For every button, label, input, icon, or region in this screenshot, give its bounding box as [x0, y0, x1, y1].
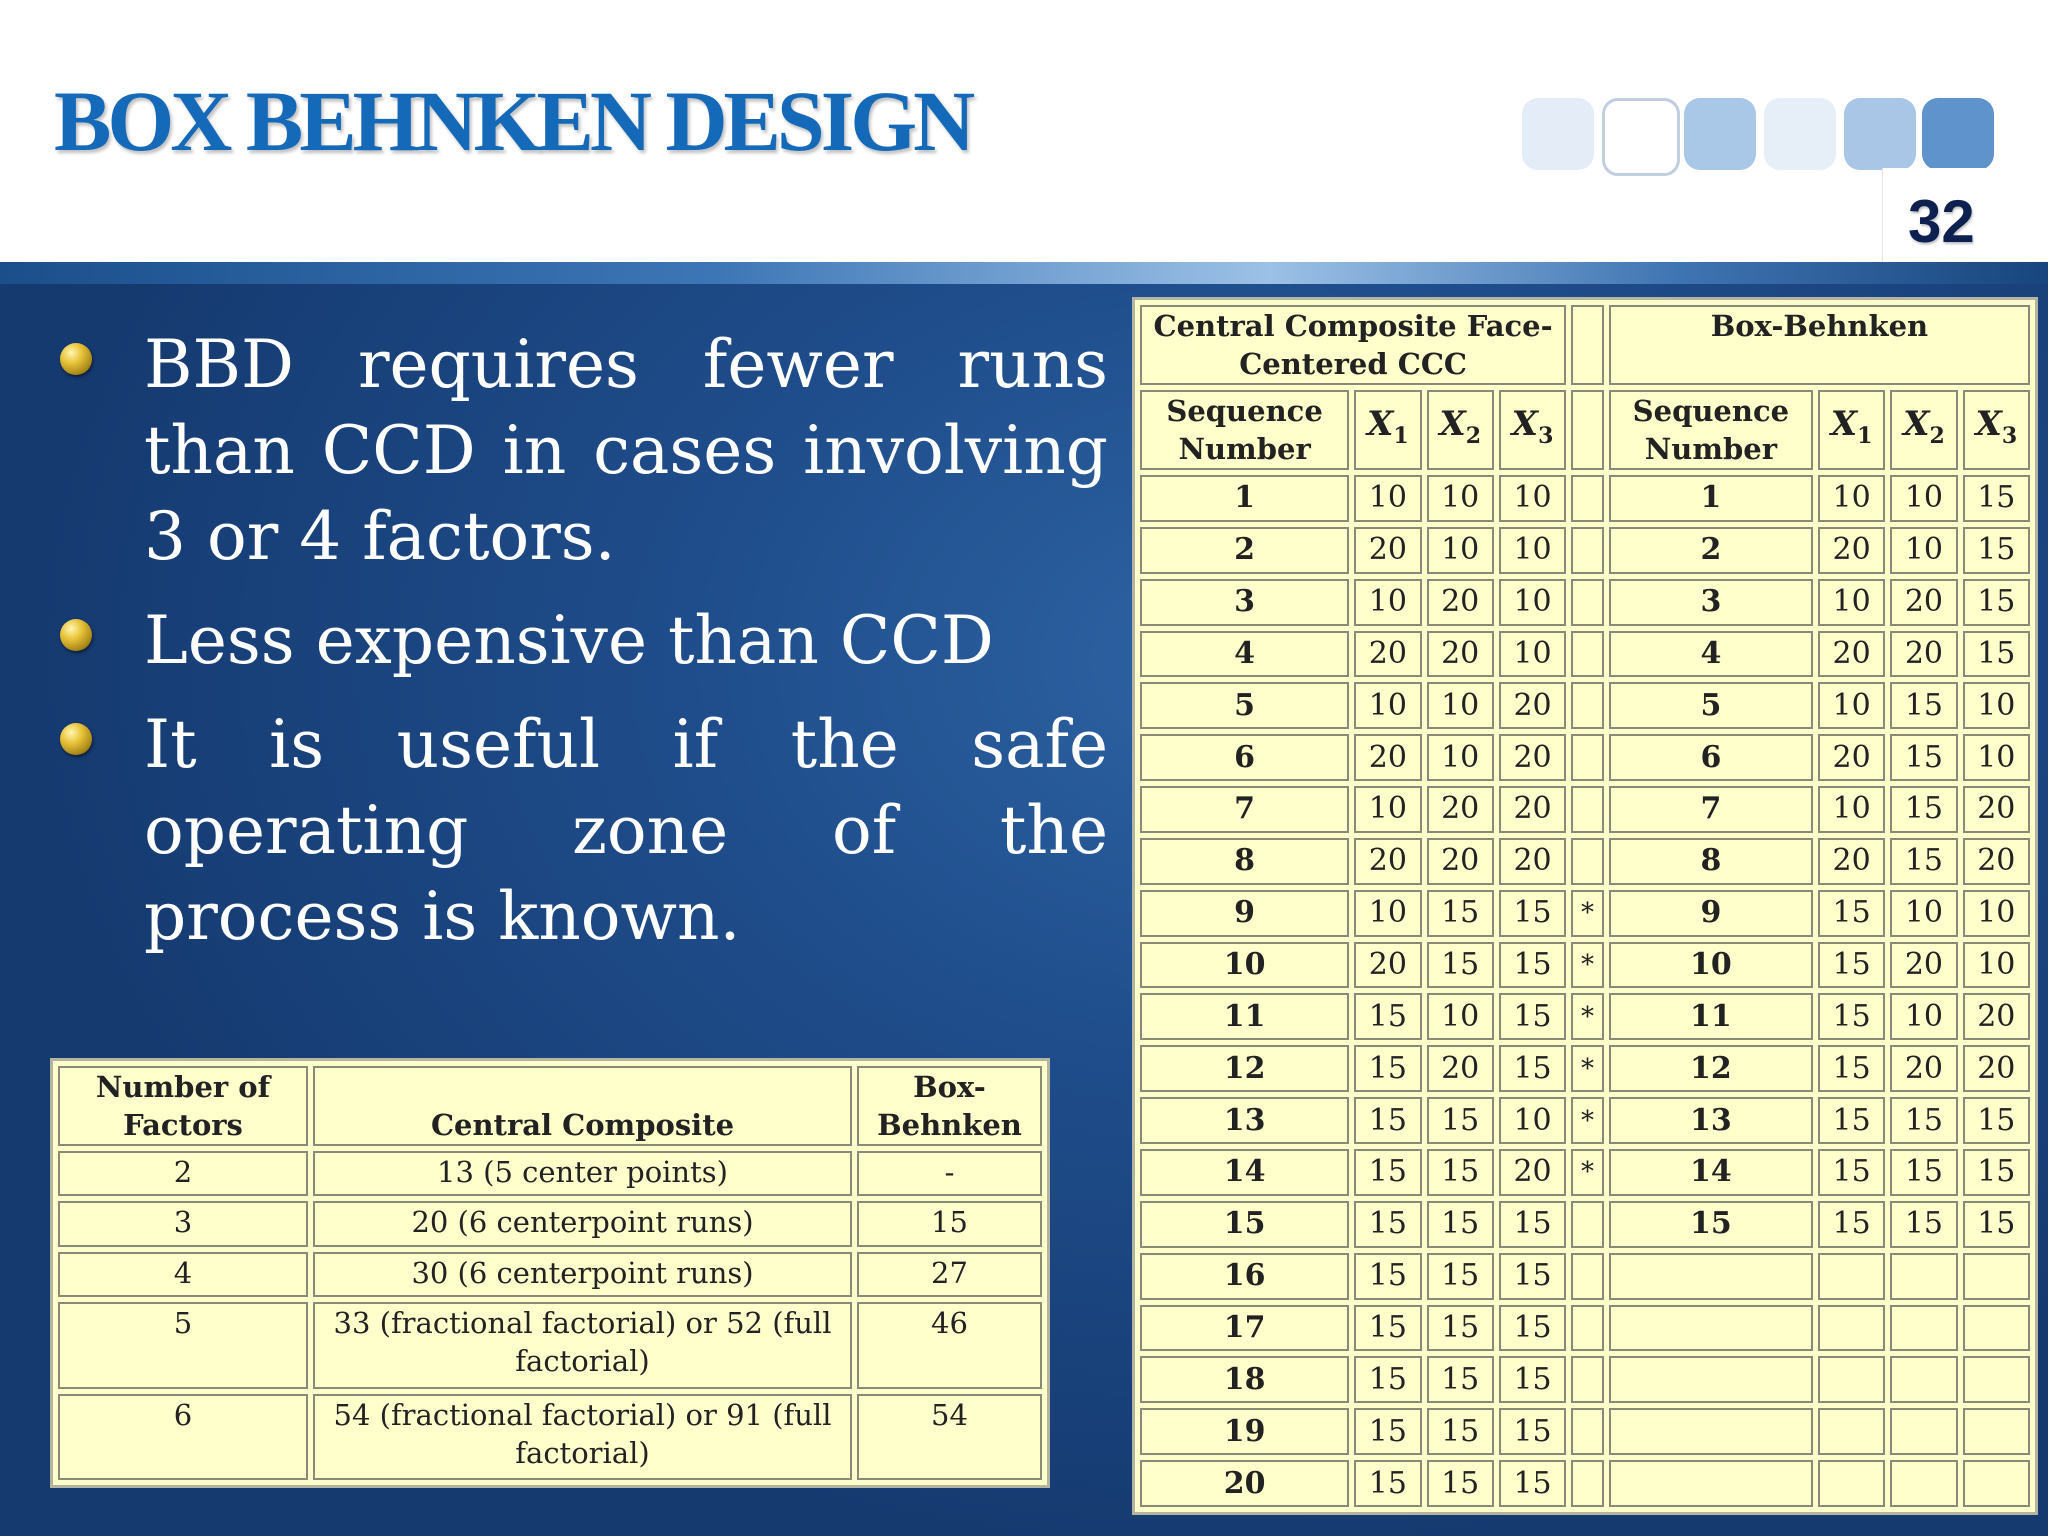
- table-cell: 10: [1609, 942, 1813, 989]
- decor-square: [1602, 98, 1680, 176]
- table-cell: 54 (fractional factorial) or 91 (full factorial): [313, 1394, 852, 1480]
- table-header-row: [58, 1066, 1042, 1146]
- table-cell: 6: [1609, 734, 1813, 781]
- table-cell: 15: [1427, 1460, 1494, 1507]
- table-cell: 11: [1609, 993, 1813, 1040]
- table-cell: [1571, 1253, 1604, 1300]
- spacer-cell: [1571, 305, 1604, 385]
- table-cell: [1818, 1460, 1885, 1507]
- table-cell: 20: [1499, 838, 1566, 885]
- table-cell: 14: [1140, 1149, 1349, 1196]
- table-cell: [1571, 527, 1604, 574]
- bullet-item: It is useful if the safe operating zone of the process is known.: [58, 702, 1108, 960]
- table-cell: 10: [1818, 786, 1885, 833]
- header-cell-factors: Number of Factors: [58, 1066, 308, 1146]
- decor-square: [1844, 98, 1916, 170]
- table-cell: 10: [1963, 890, 2030, 937]
- table-cell: 15: [1427, 1356, 1494, 1403]
- table-cell: 20: [1818, 527, 1885, 574]
- table-cell: 15: [857, 1201, 1042, 1246]
- table-cell: 10: [1963, 734, 2030, 781]
- table-cell: 5: [58, 1302, 308, 1388]
- table-cell: 4: [1609, 631, 1813, 678]
- table-cell: 46: [857, 1302, 1042, 1388]
- table-cell: 18: [1140, 1356, 1349, 1403]
- table-cell: 20: [1354, 838, 1421, 885]
- table-cell: 20: [1427, 579, 1494, 626]
- table-cell: 15: [1499, 1305, 1566, 1352]
- table-cell: 15: [1890, 1149, 1957, 1196]
- bullet-dot-icon: [60, 343, 92, 375]
- table-cell: 10: [1140, 942, 1349, 989]
- table-cell: 15: [1427, 1408, 1494, 1455]
- table-cell: [1818, 1356, 1885, 1403]
- ccc-x1-header: $X_1$: [1354, 390, 1421, 470]
- table-cell: 16: [1140, 1253, 1349, 1300]
- bullet-dot-icon: [60, 723, 92, 755]
- table-cell: [1890, 1356, 1957, 1403]
- slide-header: [0, 0, 2048, 268]
- table-cell: [1890, 1253, 1957, 1300]
- table-cell: 15: [1427, 890, 1494, 937]
- table-cell: 30 (6 centerpoint runs): [313, 1252, 852, 1297]
- table-cell: 10: [1427, 475, 1494, 522]
- table-cell: 10: [1354, 475, 1421, 522]
- table-cell: 20: [1354, 527, 1421, 574]
- table-cell: 7: [1140, 786, 1349, 833]
- table-cell: 20: [1427, 786, 1494, 833]
- table-cell: 20: [1354, 631, 1421, 678]
- table-cell: 12: [1609, 1045, 1813, 1092]
- table-cell: 15: [1818, 1149, 1885, 1196]
- table-cell: 20: [1499, 1149, 1566, 1196]
- table-cell: 3: [1609, 579, 1813, 626]
- page-number: 32: [1908, 188, 1975, 255]
- table-row: [1140, 1253, 2030, 1300]
- table-cell: *: [1571, 1097, 1604, 1144]
- table-cell: 9: [1140, 890, 1349, 937]
- header-cell-central-composite: Central Composite: [313, 1066, 852, 1146]
- table-cell: 5: [1609, 682, 1813, 729]
- table-cell: 27: [857, 1252, 1042, 1297]
- table-cell: [1571, 579, 1604, 626]
- table-row: [1140, 1201, 2030, 1248]
- ccc-x2-header: $X_2$: [1427, 390, 1494, 470]
- design-matrix-table: [1132, 297, 2038, 1515]
- table-cell: 6: [1140, 734, 1349, 781]
- table-cell: 15: [1427, 942, 1494, 989]
- bullet-item: BBD requires fewer runs than CCD in cases involving 3 or 4 factors.: [58, 322, 1108, 580]
- table-cell: [1963, 1305, 2030, 1352]
- table-cell: 15: [1890, 786, 1957, 833]
- table-cell: 33 (fractional factorial) or 52 (full factorial): [313, 1302, 852, 1388]
- table-cell: [1609, 1305, 1813, 1352]
- table-cell: 10: [1890, 993, 1957, 1040]
- table-cell: [1571, 1460, 1604, 1507]
- bb-x1-header: $X_1$: [1818, 390, 1885, 470]
- table-cell: 15: [1354, 1356, 1421, 1403]
- table-cell: 15: [1963, 1097, 2030, 1144]
- slide-title: BOX BEHNKEN DESIGN: [54, 73, 972, 169]
- table-cell: 13 (5 center points): [313, 1151, 852, 1196]
- table-cell: 10: [1818, 475, 1885, 522]
- table-cell: 10: [1963, 942, 2030, 989]
- table-cell: -: [857, 1151, 1042, 1196]
- table-cell: 20 (6 centerpoint runs): [313, 1201, 852, 1246]
- table-row: [58, 1201, 1042, 1246]
- table-row: [1140, 631, 2030, 678]
- table-cell: 2: [58, 1151, 308, 1196]
- table-cell: 15: [1499, 1045, 1566, 1092]
- header-band: [0, 262, 2048, 284]
- table-cell: 19: [1140, 1408, 1349, 1455]
- table-row: [58, 1151, 1042, 1196]
- table-cell: 14: [1609, 1149, 1813, 1196]
- table-cell: *: [1571, 1045, 1604, 1092]
- table-cell: 3: [1140, 579, 1349, 626]
- table-cell: 54: [857, 1394, 1042, 1480]
- table-cell: 15: [1354, 1097, 1421, 1144]
- table-cell: 2: [1609, 527, 1813, 574]
- table-cell: 15: [1354, 1149, 1421, 1196]
- spacer-cell: [1571, 390, 1604, 470]
- table-cell: 15: [1427, 1149, 1494, 1196]
- ccc-title: Central Composite Face-Centered CCC: [1140, 305, 1566, 385]
- table-cell: 15: [1890, 838, 1957, 885]
- table-cell: 20: [1427, 1045, 1494, 1092]
- table-cell: 15: [1818, 942, 1885, 989]
- table-cell: 1: [1140, 475, 1349, 522]
- table-cell: 15: [1427, 1097, 1494, 1144]
- table-cell: 1: [1609, 475, 1813, 522]
- table-cell: 20: [1890, 1045, 1957, 1092]
- table-cell: 20: [1963, 993, 2030, 1040]
- table-cell: *: [1571, 993, 1604, 1040]
- table-row: [1140, 1305, 2030, 1352]
- table-cell: 10: [1890, 475, 1957, 522]
- table-cell: *: [1571, 942, 1604, 989]
- table-cell: 10: [1354, 579, 1421, 626]
- table-cell: 15: [1609, 1201, 1813, 1248]
- table-cell: [1571, 1356, 1604, 1403]
- table-row: [1140, 786, 2030, 833]
- table-cell: [1571, 734, 1604, 781]
- table-cell: 4: [58, 1252, 308, 1297]
- table-cell: [1963, 1356, 2030, 1403]
- bullet-list: [58, 322, 1108, 978]
- table-cell: 3: [58, 1201, 308, 1246]
- table-cell: [1571, 682, 1604, 729]
- table-row: [1140, 734, 2030, 781]
- table-cell: [1963, 1408, 2030, 1455]
- table-cell: [1963, 1460, 2030, 1507]
- table-row: [1140, 1460, 2030, 1507]
- table-cell: *: [1571, 1149, 1604, 1196]
- table-row: [1140, 890, 2030, 937]
- table-cell: 15: [1963, 579, 2030, 626]
- table-header-row: [1140, 390, 2030, 470]
- table-cell: 10: [1818, 579, 1885, 626]
- table-cell: [1818, 1305, 1885, 1352]
- table-cell: 20: [1354, 734, 1421, 781]
- table-cell: [1609, 1253, 1813, 1300]
- table-cell: 17: [1140, 1305, 1349, 1352]
- table-row: [1140, 579, 2030, 626]
- table-cell: 10: [1499, 579, 1566, 626]
- table-title-row: [1140, 305, 2030, 385]
- table-cell: 20: [1427, 631, 1494, 678]
- decor-square: [1684, 98, 1756, 170]
- table-cell: 15: [1499, 1408, 1566, 1455]
- table-cell: 10: [1499, 527, 1566, 574]
- table-row: [1140, 682, 2030, 729]
- table-row: [1140, 838, 2030, 885]
- table-row: [1140, 1356, 2030, 1403]
- table-cell: 15: [1354, 993, 1421, 1040]
- table-cell: 13: [1140, 1097, 1349, 1144]
- table-row: [58, 1252, 1042, 1297]
- table-cell: 15: [1354, 1045, 1421, 1092]
- table-cell: 15: [1818, 993, 1885, 1040]
- table-cell: 15: [1499, 1356, 1566, 1403]
- table-cell: 15: [1890, 734, 1957, 781]
- table-cell: 12: [1140, 1045, 1349, 1092]
- table-cell: 4: [1140, 631, 1349, 678]
- table-cell: 5: [1140, 682, 1349, 729]
- table-cell: 10: [1499, 475, 1566, 522]
- decor-square: [1764, 98, 1836, 170]
- table-cell: [1571, 631, 1604, 678]
- header-cell-box-behnken: Box-Behnken: [857, 1066, 1042, 1146]
- table-cell: 10: [1354, 890, 1421, 937]
- table-cell: 20: [1963, 1045, 2030, 1092]
- bullet-dot-icon: [60, 619, 92, 651]
- table-cell: [1571, 1408, 1604, 1455]
- table-cell: [1609, 1408, 1813, 1455]
- table-cell: 10: [1818, 682, 1885, 729]
- table-cell: 15: [1499, 890, 1566, 937]
- table-cell: 10: [1354, 786, 1421, 833]
- table-cell: 15: [1499, 993, 1566, 1040]
- table-cell: 15: [1963, 475, 2030, 522]
- table-cell: 15: [1818, 890, 1885, 937]
- table-cell: 20: [1890, 579, 1957, 626]
- table-cell: 15: [1354, 1408, 1421, 1455]
- table-cell: 15: [1354, 1460, 1421, 1507]
- table-cell: 15: [1354, 1253, 1421, 1300]
- table-cell: 15: [1140, 1201, 1349, 1248]
- table-cell: 8: [1609, 838, 1813, 885]
- table-cell: 20: [1963, 786, 2030, 833]
- table-cell: [1609, 1460, 1813, 1507]
- table-cell: 20: [1890, 942, 1957, 989]
- bb-x2-header: $X_2$: [1890, 390, 1957, 470]
- table-cell: [1818, 1408, 1885, 1455]
- table-cell: 10: [1890, 890, 1957, 937]
- table-cell: 20: [1499, 786, 1566, 833]
- table-cell: 15: [1427, 1305, 1494, 1352]
- table-cell: [1609, 1356, 1813, 1403]
- table-cell: [1571, 786, 1604, 833]
- table-cell: [1571, 1305, 1604, 1352]
- table-row: [1140, 993, 2030, 1040]
- table-cell: 15: [1499, 1253, 1566, 1300]
- bb-seq-header: Sequence Number: [1609, 390, 1813, 470]
- table-cell: 15: [1963, 631, 2030, 678]
- table-cell: 20: [1427, 838, 1494, 885]
- table-cell: 15: [1818, 1045, 1885, 1092]
- table-cell: 20: [1499, 734, 1566, 781]
- table-cell: 20: [1499, 682, 1566, 729]
- table-cell: 15: [1963, 1201, 2030, 1248]
- table-cell: 10: [1354, 682, 1421, 729]
- table-cell: 10: [1427, 993, 1494, 1040]
- table-cell: 10: [1499, 1097, 1566, 1144]
- table-cell: 10: [1499, 631, 1566, 678]
- table-cell: 15: [1818, 1097, 1885, 1144]
- table-cell: 9: [1609, 890, 1813, 937]
- table-cell: 15: [1354, 1201, 1421, 1248]
- table-cell: [1818, 1253, 1885, 1300]
- table-cell: 15: [1890, 1201, 1957, 1248]
- table-row: [1140, 1149, 2030, 1196]
- table-cell: [1890, 1305, 1957, 1352]
- table-cell: 15: [1890, 1097, 1957, 1144]
- ccc-x3-header: $X_3$: [1499, 390, 1566, 470]
- table-cell: 15: [1963, 1149, 2030, 1196]
- table-cell: 20: [1963, 838, 2030, 885]
- table-cell: *: [1571, 890, 1604, 937]
- table-cell: 15: [1499, 942, 1566, 989]
- table-cell: 15: [1499, 1201, 1566, 1248]
- table-cell: 10: [1427, 682, 1494, 729]
- ccc-seq-header: Sequence Number: [1140, 390, 1349, 470]
- table-cell: 20: [1818, 838, 1885, 885]
- table-cell: 6: [58, 1394, 308, 1480]
- table-cell: 15: [1499, 1460, 1566, 1507]
- table-row: [1140, 1097, 2030, 1144]
- table-cell: [1963, 1253, 2030, 1300]
- table-cell: [1571, 1201, 1604, 1248]
- table-cell: 15: [1354, 1305, 1421, 1352]
- runs-comparison-table: [50, 1058, 1050, 1488]
- table-cell: 15: [1963, 527, 2030, 574]
- table-cell: 15: [1427, 1201, 1494, 1248]
- table-cell: 20: [1140, 1460, 1349, 1507]
- table-cell: 8: [1140, 838, 1349, 885]
- table-cell: 15: [1818, 1201, 1885, 1248]
- table-cell: 10: [1427, 527, 1494, 574]
- table-row: [1140, 1045, 2030, 1092]
- decor-square: [1522, 98, 1594, 170]
- table-cell: [1571, 475, 1604, 522]
- bb-x3-header: $X_3$: [1963, 390, 2030, 470]
- table-cell: 20: [1818, 631, 1885, 678]
- table-cell: 20: [1890, 631, 1957, 678]
- table-cell: [1890, 1408, 1957, 1455]
- decor-square: [1922, 98, 1994, 170]
- table-cell: 20: [1818, 734, 1885, 781]
- table-row: [1140, 527, 2030, 574]
- table-cell: 11: [1140, 993, 1349, 1040]
- table-cell: 10: [1890, 527, 1957, 574]
- table-row: [1140, 475, 2030, 522]
- decorative-squares: [1522, 98, 2048, 170]
- table-cell: 2: [1140, 527, 1349, 574]
- box-behnken-title: Box-Behnken: [1609, 305, 2030, 385]
- table-cell: 20: [1354, 942, 1421, 989]
- table-cell: [1890, 1460, 1957, 1507]
- table-cell: 10: [1963, 682, 2030, 729]
- table-row: [1140, 1408, 2030, 1455]
- bullet-item: Less expensive than CCD: [58, 598, 1108, 684]
- table-cell: 13: [1609, 1097, 1813, 1144]
- table-row: [58, 1302, 1042, 1388]
- table-cell: 15: [1427, 1253, 1494, 1300]
- table-cell: 10: [1427, 734, 1494, 781]
- table-row: [1140, 942, 2030, 989]
- table-cell: [1571, 838, 1604, 885]
- table-cell: 7: [1609, 786, 1813, 833]
- table-row: [58, 1394, 1042, 1480]
- table-cell: 15: [1890, 682, 1957, 729]
